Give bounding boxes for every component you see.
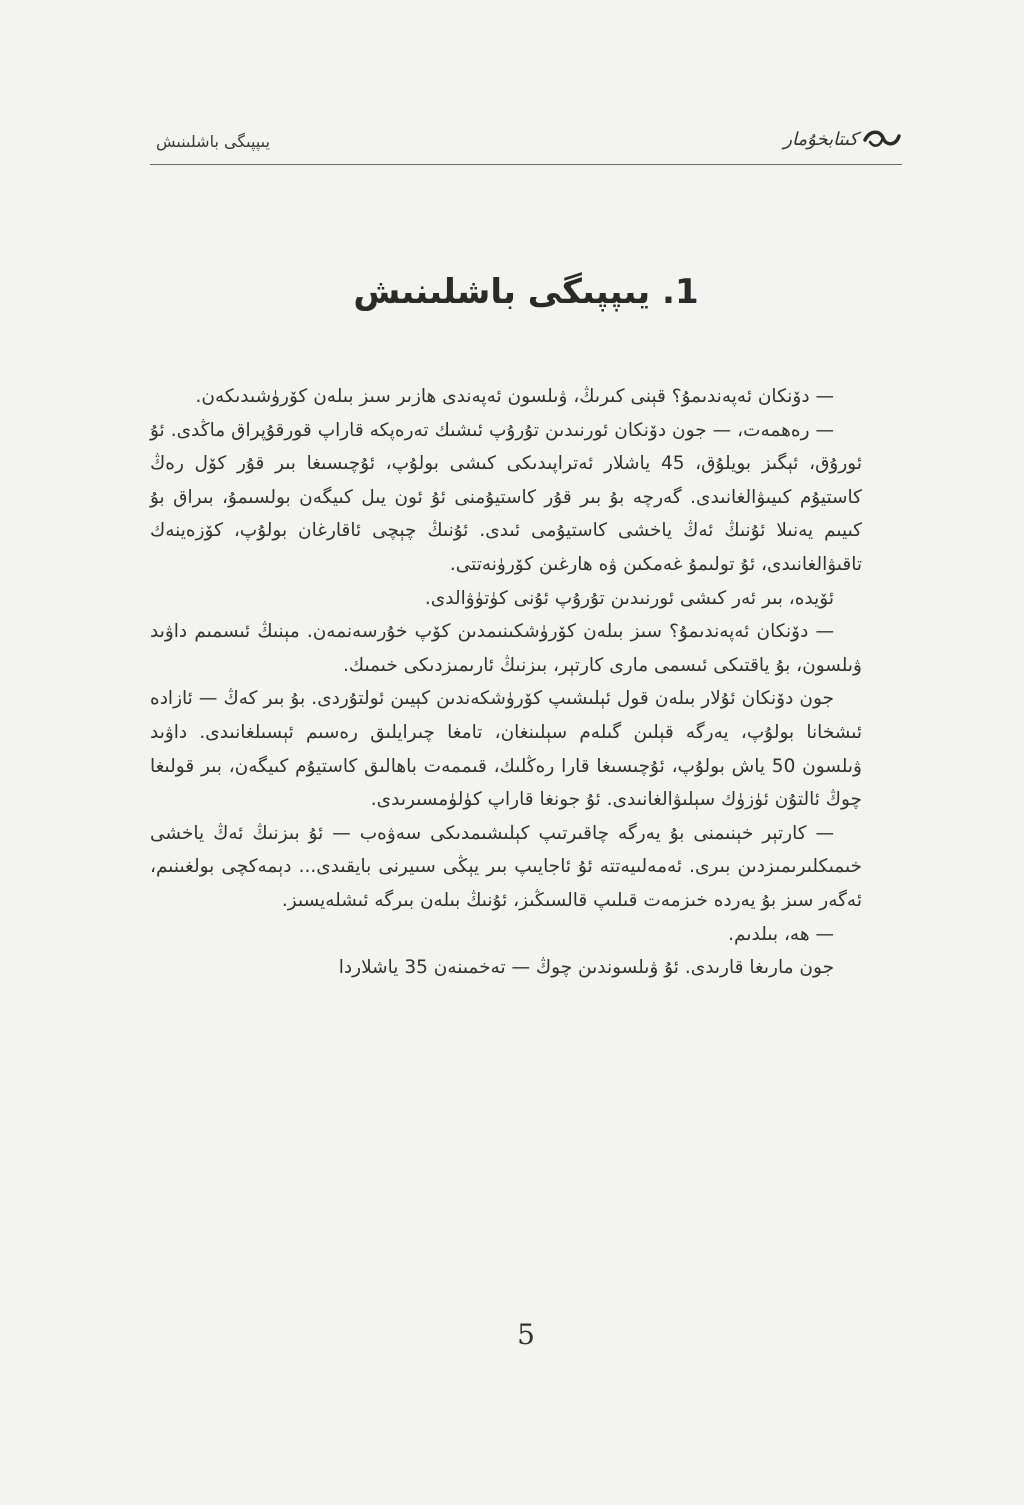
paragraph: — دۆنكان ئەپەندىمۇ؟ قېنى كىرىڭ، ۋىلسون ئەپەندى ھازىر سىز بىلەن كۆرۈشىدىكەن. bbox=[195, 386, 834, 407]
paragraph: — دۆنكان ئەپەندىمۇ؟ سىز بىلەن كۆرۈشكىنىمدىن كۆپ خۇرسەنمەن. مېنىڭ ئىسمىم داۋىد ۋىلسون، بۇ ياقتىكى ئىسمى مارى كارتېر، بىزنىڭ ئارىمىزدىكى خىمىك. bbox=[150, 621, 862, 676]
page-number: 5 bbox=[517, 1318, 535, 1351]
paragraph: ئۆيدە، بىر ئەر كىشى ئورنىدىن تۇرۇپ ئۇنى كۈتۈۋالدى. bbox=[424, 587, 834, 609]
chapter-title: 1. يىپپىگى باشلىنىش bbox=[353, 272, 699, 312]
brand-logo-icon bbox=[862, 128, 902, 150]
header-brand bbox=[783, 128, 902, 150]
paragraph: — ھە، بىلدىم. bbox=[728, 923, 834, 945]
header-brand-name: كىتابخۇمار bbox=[783, 128, 858, 150]
running-header bbox=[150, 128, 902, 162]
chapter-body bbox=[150, 380, 862, 985]
header-chapter-title: يىپپىگى باشلىنىش bbox=[156, 132, 270, 151]
paragraph: — رەھمەت، — جون دۆنكان ئورنىدىن تۇرۇپ ئىشىك تەرەپكە قاراپ قورقۇپراق ماڭدى. ئۇ ئورۇق، ئېگىز بويلۇق، 45 ياشلار ئەتراپىدىكى كىشى بولۇپ، ئۇچىسىغا بىر قۇر كۆل رەڭ كاستيۇم كىيىۋالغانىدى. گەرچە بۇ بىر قۇر كاستيۇمنى ئۇ ئون يىل كىيگەن بولسىمۇ، بىراق بۇ كىيىم يەنىلا ئۇنىڭ ئەڭ ياخشى كاستيۇمى ئىدى. ئۇنىڭ چېچى ئاقارغان بولۇپ، كۆزەينەك تاقىۋالغانىدى، ئۇ تولىمۇ غەمكىن ۋە ھارغىن كۆرۈنەتتى. bbox=[150, 419, 863, 575]
paragraph: — كارتېر خېنىمنى بۇ يەرگە چاقىرتىپ كېلىشىمدىكى سەۋەب — ئۇ بىزنىڭ ئەڭ ياخشى خىمىكلىرىمىزدىن بىرى. ئەمەلىيەتتە ئۇ ئاجايىپ بىر يېڭى سىيرنى بايقىدى... دېمەكچى بولغىنىم، ئەگەر سىز بۇ يەردە خىزمەت قىلىپ قالسىڭىز، ئۇنىڭ بىلەن بىرگە ئىشلەيسىز. bbox=[150, 822, 862, 911]
header-divider bbox=[150, 164, 902, 165]
paragraph: جون دۆنكان ئۇلار بىلەن قول ئېلىشىپ كۆرۈشكەندىن كېيىن ئولتۇردى. بۇ بىر كەڭ — ئازادە ئىشخانا بولۇپ، يەرگە قېلىن گىلەم سېلىنغان، تامغا چىرايلىق رەسىم ئېسىلغانىدى. داۋىد ۋىلسون 50 ياش بولۇپ، ئۇچىسىغا قارا رەڭلىك، قىممەت باھالىق كاستيۇم كىيگەن، بىر قولىغا چوڭ ئالتۇن ئۈزۈك سېلىۋالغانىدى. ئۇ جونغا قاراپ كۈلۈمسىرىدى. bbox=[150, 688, 862, 811]
paragraph: جون مارىغا قارىدى. ئۇ ۋىلسوندىن چوڭ — تەخمىنەن 35 ياشلاردا bbox=[338, 957, 834, 979]
